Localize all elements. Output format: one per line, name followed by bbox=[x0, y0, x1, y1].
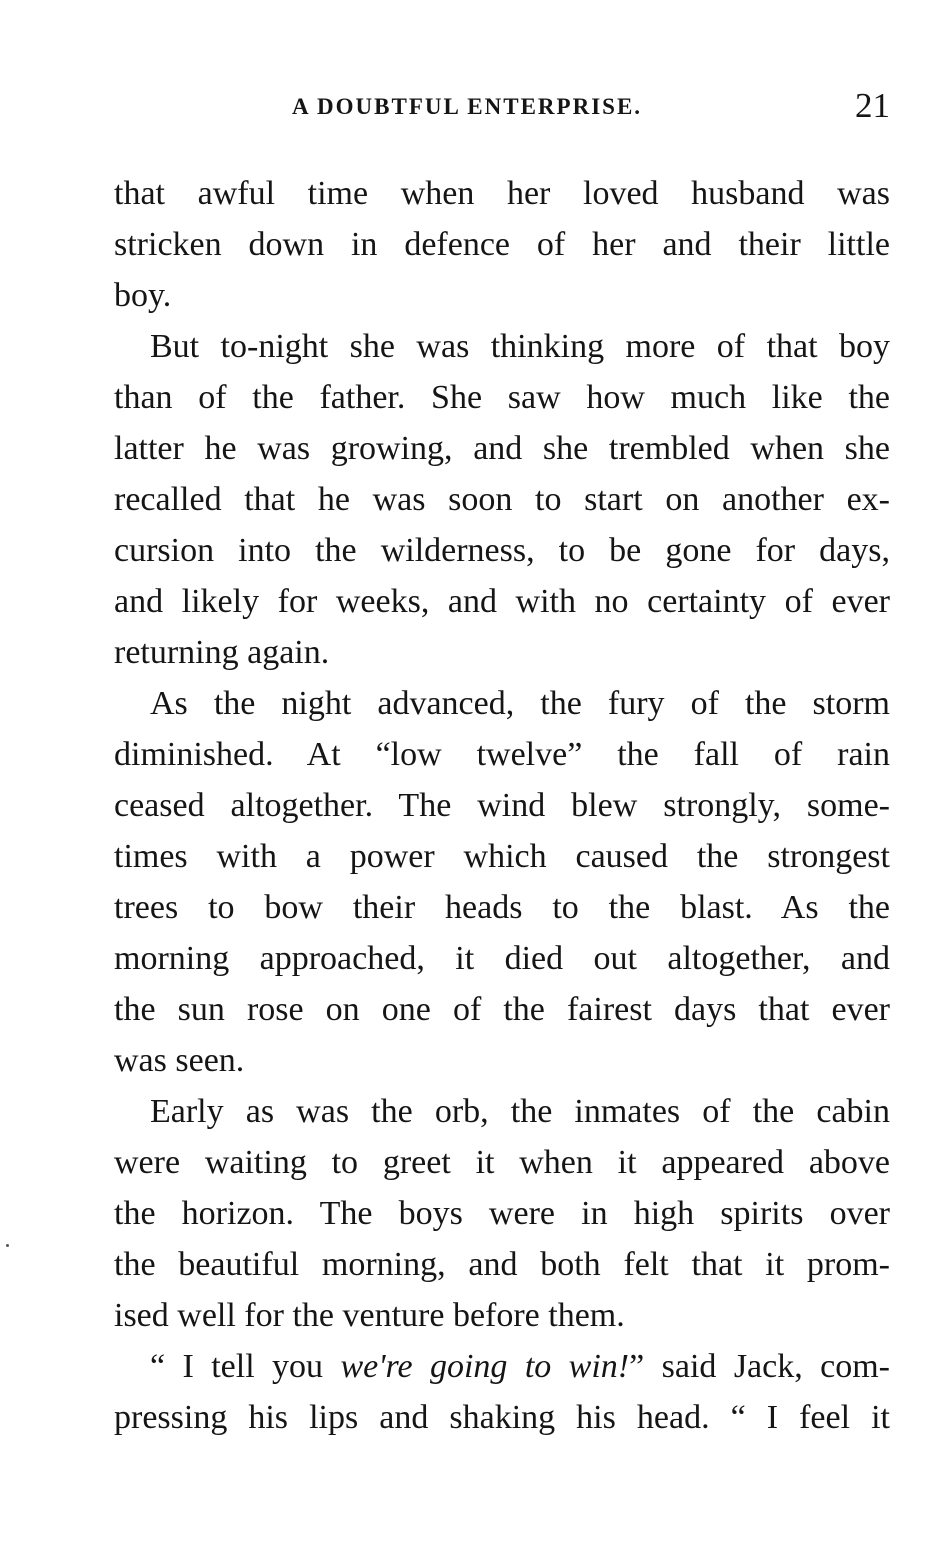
dialogue-close: ” said Jack, com- bbox=[629, 1348, 890, 1385]
text-line: boy. bbox=[114, 277, 172, 314]
dialogue-open: “ I tell you bbox=[150, 1348, 341, 1385]
running-title: A DOUBTFUL ENTERPRISE. bbox=[291, 94, 643, 119]
text-line: the horizon. The boys were in high spirits over bbox=[114, 1195, 890, 1232]
text-line: diminished. At “low twelve” the fall of rain bbox=[114, 736, 890, 773]
text-line: and likely for weeks, and with no certainty of ever bbox=[114, 583, 890, 620]
text-line: latter he was growing, and she trembled when she bbox=[114, 430, 890, 467]
text-line: morning approached, it died out altogether, and bbox=[114, 940, 890, 977]
text-line: trees to bow their heads to the blast. As the bbox=[114, 889, 890, 926]
text-line: pressing his lips and shaking his head. “ I feel it bbox=[114, 1399, 890, 1436]
paragraph-start-line: But to-night she was thinking more of that boy bbox=[150, 328, 890, 365]
dialogue-line bbox=[114, 1341, 890, 1392]
text-line: than of the father. She saw how much like the bbox=[114, 379, 890, 416]
text-line: recalled that he was soon to start on another ex- bbox=[114, 481, 890, 518]
text-line: that awful time when her loved husband was bbox=[114, 175, 890, 212]
italic-speech: we're going to win! bbox=[340, 1348, 630, 1385]
text-line: times with a power which caused the strongest bbox=[114, 838, 890, 875]
body-text bbox=[114, 168, 890, 1443]
text-line: cursion into the wilderness, to be gone for days, bbox=[114, 532, 890, 569]
page-number: 21 bbox=[855, 86, 890, 125]
ink-speck bbox=[6, 1244, 9, 1247]
running-header bbox=[114, 86, 890, 130]
paragraph-start-line: Early as was the orb, the inmates of the cabin bbox=[150, 1093, 890, 1130]
paragraph-start-line: As the night advanced, the fury of the storm bbox=[150, 685, 890, 722]
text-line: ceased altogether. The wind blew strongly, some- bbox=[114, 787, 890, 824]
text-line: the beautiful morning, and both felt that it prom- bbox=[114, 1246, 890, 1283]
text-line: returning again. bbox=[114, 634, 330, 671]
text-line: was seen. bbox=[114, 1042, 245, 1079]
text-line: ised well for the venture before them. bbox=[114, 1297, 625, 1334]
text-line: stricken down in defence of her and their little bbox=[114, 226, 890, 263]
text-line: were waiting to greet it when it appeared above bbox=[114, 1144, 890, 1181]
text-line: the sun rose on one of the fairest days that ever bbox=[114, 991, 890, 1028]
